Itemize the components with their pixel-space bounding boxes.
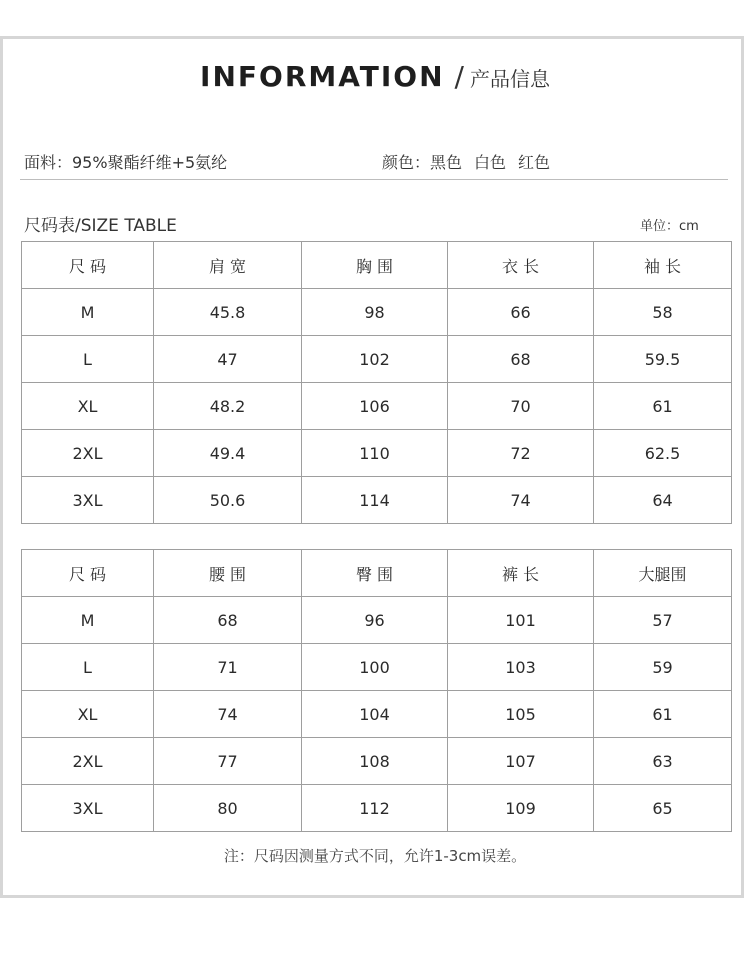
table-cell: 103 (448, 644, 594, 691)
table-cell: 72 (448, 430, 594, 477)
table-cell: M (22, 289, 154, 336)
table-cell: 64 (594, 477, 732, 524)
page-title (0, 60, 750, 93)
table-header-cell: 尺 码 (22, 550, 154, 597)
table-cell: 59 (594, 644, 732, 691)
table-cell: 70 (448, 383, 594, 430)
table-row (22, 691, 732, 738)
table-cell: 96 (302, 597, 448, 644)
color-info (382, 150, 550, 173)
table-header-cell: 裤 长 (448, 550, 594, 597)
table-cell: 102 (302, 336, 448, 383)
table-cell: 61 (594, 691, 732, 738)
table-row (22, 738, 732, 785)
fabric-info: 面料：95%聚酯纤维+5氨纶 (24, 153, 228, 172)
divider (20, 179, 728, 180)
bottom-size-table (21, 549, 732, 832)
table-cell: 57 (594, 597, 732, 644)
table-header-row (22, 550, 732, 597)
table-row (22, 785, 732, 832)
table-header-cell: 袖 长 (594, 242, 732, 289)
table-cell: 104 (302, 691, 448, 738)
table-row (22, 336, 732, 383)
table-cell: 101 (448, 597, 594, 644)
color-option: 黑色 (430, 153, 463, 172)
measurement-note: 注：尺码因测量方式不同，允许1-3cm误差。 (223, 847, 527, 865)
table-cell: 68 (448, 336, 594, 383)
table-cell: 100 (302, 644, 448, 691)
table-cell: 59.5 (594, 336, 732, 383)
table-row (22, 644, 732, 691)
table-cell: 48.2 (154, 383, 302, 430)
table-row (22, 383, 732, 430)
unit-label: 单位：cm (640, 219, 699, 234)
table-cell: 80 (154, 785, 302, 832)
table-cell: 47 (154, 336, 302, 383)
table-cell: 45.8 (154, 289, 302, 336)
table-cell: 107 (448, 738, 594, 785)
table-cell: 62.5 (594, 430, 732, 477)
top-size-table (21, 241, 732, 524)
table-header-cell: 腰 围 (154, 550, 302, 597)
table-header-cell: 大腿围 (594, 550, 732, 597)
table-row (22, 477, 732, 524)
table-cell: 61 (594, 383, 732, 430)
table-header-cell: 尺 码 (22, 242, 154, 289)
table-row (22, 597, 732, 644)
table-header-row (22, 242, 732, 289)
table-cell: L (22, 336, 154, 383)
table-cell: 68 (154, 597, 302, 644)
table-cell: 66 (448, 289, 594, 336)
table-cell: M (22, 597, 154, 644)
color-label: 颜色： (382, 153, 431, 172)
table-cell: 74 (448, 477, 594, 524)
table-cell: 71 (154, 644, 302, 691)
table-cell: 2XL (22, 430, 154, 477)
table-header-cell: 臀 围 (302, 550, 448, 597)
table-cell: 3XL (22, 477, 154, 524)
table-cell: 108 (302, 738, 448, 785)
table-cell: 3XL (22, 785, 154, 832)
table-cell: 65 (594, 785, 732, 832)
table-cell: 74 (154, 691, 302, 738)
table-cell: 58 (594, 289, 732, 336)
table-cell: L (22, 644, 154, 691)
table-cell: 49.4 (154, 430, 302, 477)
table-cell: 2XL (22, 738, 154, 785)
table-cell: 98 (302, 289, 448, 336)
color-option: 红色 (518, 153, 551, 172)
table-header-cell: 衣 长 (448, 242, 594, 289)
table-row (22, 289, 732, 336)
table-cell: 109 (448, 785, 594, 832)
table-header-cell: 胸 围 (302, 242, 448, 289)
table-cell: 105 (448, 691, 594, 738)
table-cell: 112 (302, 785, 448, 832)
size-table-label: 尺码表/SIZE TABLE (24, 216, 177, 236)
table-cell: 114 (302, 477, 448, 524)
table-cell: XL (22, 383, 154, 430)
title-chinese: 产品信息 (469, 67, 550, 91)
table-cell: 77 (154, 738, 302, 785)
table-cell: 110 (302, 430, 448, 477)
color-option: 白色 (474, 153, 507, 172)
table-cell: 106 (302, 383, 448, 430)
title-english: INFORMATION (200, 60, 445, 93)
table-row (22, 430, 732, 477)
table-cell: 63 (594, 738, 732, 785)
table-header-cell: 肩 宽 (154, 242, 302, 289)
table-cell: XL (22, 691, 154, 738)
title-slash: / (454, 60, 464, 93)
table-cell: 50.6 (154, 477, 302, 524)
